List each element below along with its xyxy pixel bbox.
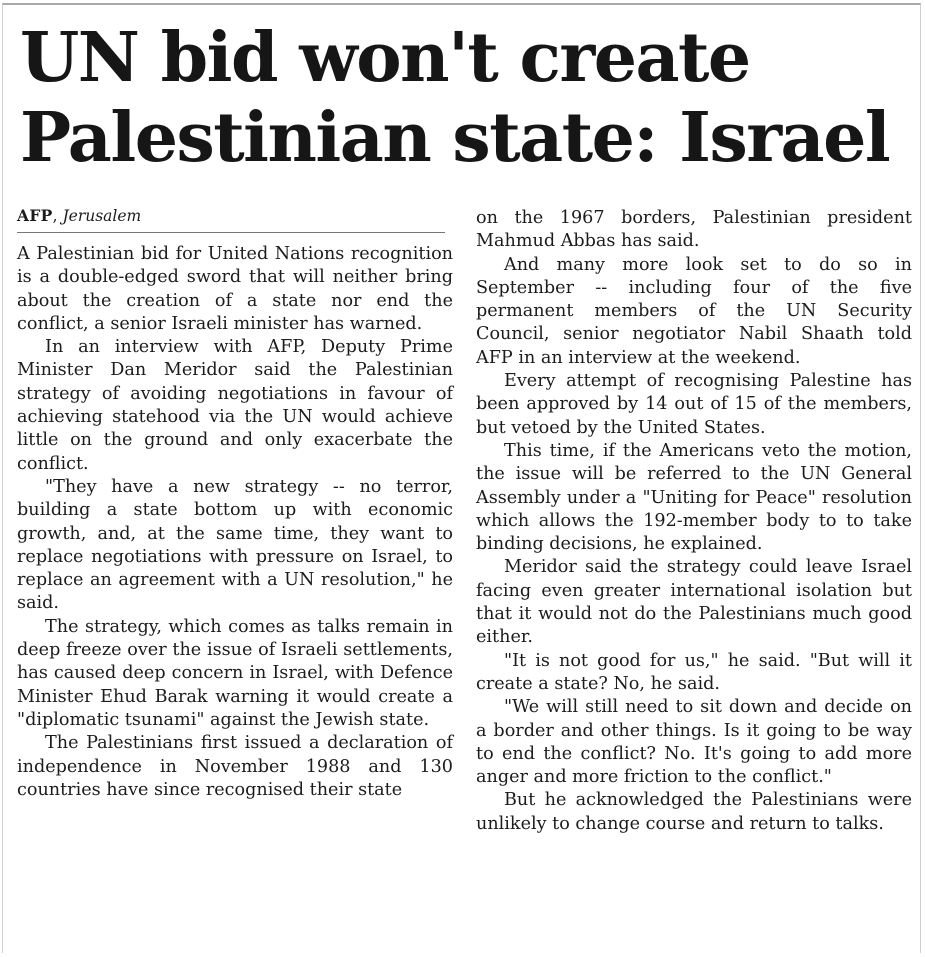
paragraph-left-4: The strategy, which comes as talks remain in deep freeze over the issue of Israeli settlements, has caused deep concern in Israel, with Defence Minister Ehud Barak warning it would create a "diplomatic tsunami" against the Jewish state. bbox=[17, 616, 453, 730]
byline-separator: , bbox=[52, 207, 63, 225]
left-column bbox=[17, 205, 453, 802]
paragraph-left-2: In an interview with AFP, Deputy Prime Minister Dan Meridor said the Palestinian strategy of avoiding negotiations in favour of achieving statehood via the UN would achieve little on the ground and only exacerbate the conflict. bbox=[17, 337, 453, 474]
byline-agency: AFP bbox=[17, 206, 53, 225]
paragraph-left-1: A Palestinian bid for United Nations recognition is a double-edged sword that will neither bring about the creation of a state nor end the conflict, a senior Israeli minister has warned. bbox=[17, 244, 453, 334]
paragraph-right-2: And many more look set to do so in September -- including four of the five permanent members of the UN Security Council, senior negotiator Nabil Shaath told AFP in an interview at the weekend. bbox=[476, 254, 912, 368]
paragraph-right-4: This time, if the Americans veto the motion, the issue will be referred to the UN General Assembly under a "Uniting for Peace" resolution which allows the 192-member body to to take binding decisions, he explained. bbox=[476, 440, 912, 555]
paragraph-right-1: on the 1967 borders, Palestinian president Mahmud Abbas has said. bbox=[476, 208, 912, 252]
headline: UN bid won't create Palestinian state: Israel bbox=[20, 18, 890, 178]
paragraph-right-7: "We will still need to sit down and decide on a border and other things. Is it going to be way to end the conflict? No. It's going to add more anger and more friction to the conflict." bbox=[476, 697, 912, 788]
right-column bbox=[476, 207, 912, 836]
paragraph-right-3: Every attempt of recognising Palestine has been approved by 14 out of 15 of the members, but vetoed by the United States. bbox=[476, 371, 912, 438]
paragraph-right-8: But he acknowledged the Palestinians were unlikely to change course and return to talks. bbox=[476, 790, 912, 834]
paragraph-right-5: Meridor said the strategy could leave Israel facing even greater international isolation but that it would not do the Palestinians much good either. bbox=[476, 557, 912, 648]
paragraph-left-5: The Palestinians first issued a declaration of independence in November 1988 and 130 countries have since recognised their state bbox=[17, 733, 453, 800]
paragraph-left-3: "They have a new strategy -- no terror, building a state bottom up with economic growth, and, at the same time, they want to replace negotiations with pressure on Israel, to replace an agreement with a UN resolution," he said. bbox=[17, 476, 453, 614]
byline-place: Jerusalem bbox=[62, 207, 142, 225]
paragraph-right-6: "It is not good for us," he said. "But will it create a state? No, he said. bbox=[476, 650, 912, 694]
byline bbox=[17, 205, 445, 233]
